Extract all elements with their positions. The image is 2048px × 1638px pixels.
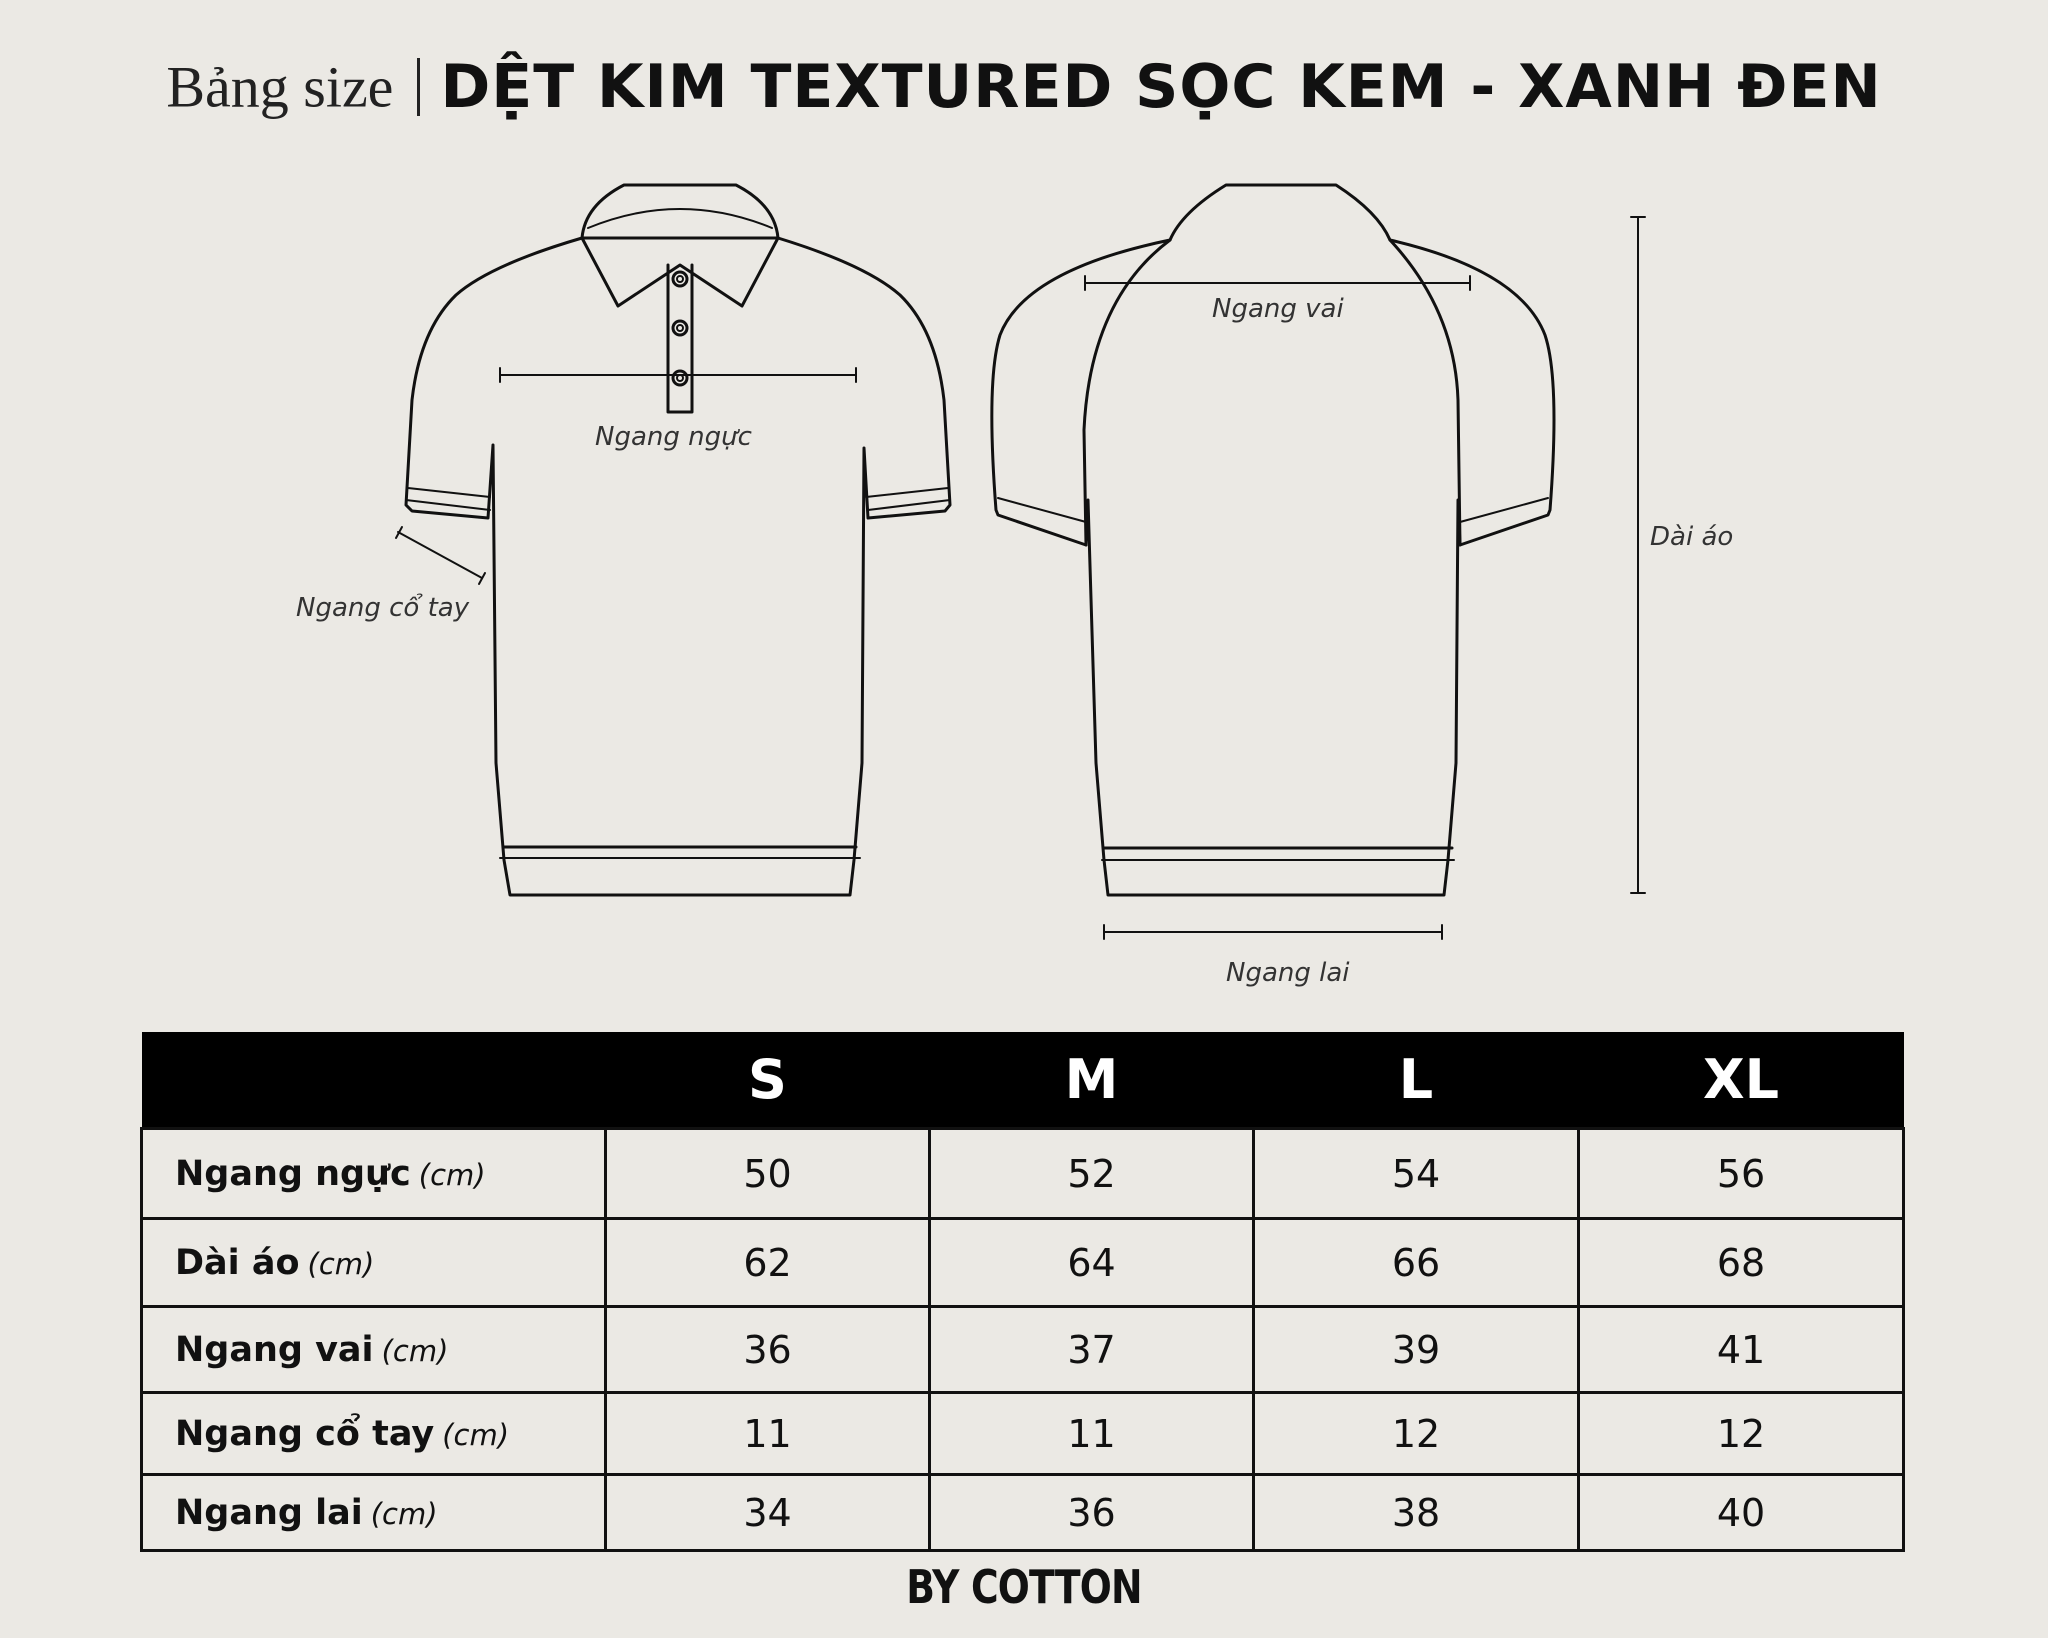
cell-value: 50 bbox=[606, 1129, 930, 1219]
header-size-m: M bbox=[930, 1032, 1254, 1129]
cell-value: 62 bbox=[606, 1219, 930, 1307]
title-main: DỆT KIM TEXTURED SỌC KEM - XANH ĐEN bbox=[440, 52, 1882, 122]
cell-value: 12 bbox=[1254, 1393, 1579, 1475]
cell-value: 40 bbox=[1579, 1475, 1904, 1551]
header-size-xl: XL bbox=[1579, 1032, 1904, 1129]
cell-value: 36 bbox=[606, 1307, 930, 1393]
label-cuff: Ngang cổ tay bbox=[296, 593, 470, 623]
cell-value: 66 bbox=[1254, 1219, 1579, 1307]
cell-value: 54 bbox=[1254, 1129, 1579, 1219]
row-label: Ngang vai (cm) bbox=[142, 1307, 606, 1393]
cell-value: 37 bbox=[930, 1307, 1254, 1393]
cell-value: 38 bbox=[1254, 1475, 1579, 1551]
cell-value: 11 bbox=[930, 1393, 1254, 1475]
label-chest: Ngang ngực bbox=[595, 422, 752, 452]
cell-value: 34 bbox=[606, 1475, 930, 1551]
table-row bbox=[142, 1307, 1904, 1393]
row-label: Ngang lai (cm) bbox=[142, 1475, 606, 1551]
header-blank bbox=[142, 1032, 606, 1129]
cell-value: 68 bbox=[1579, 1219, 1904, 1307]
cell-value: 64 bbox=[930, 1219, 1254, 1307]
front-shirt-sketch bbox=[396, 185, 950, 895]
brand-logo: BY COTTON bbox=[906, 1560, 1142, 1614]
cell-value: 39 bbox=[1254, 1307, 1579, 1393]
table-row bbox=[142, 1219, 1904, 1307]
row-label: Dài áo (cm) bbox=[142, 1219, 606, 1307]
size-table bbox=[140, 1032, 1905, 1552]
table-row bbox=[142, 1393, 1904, 1475]
cell-value: 56 bbox=[1579, 1129, 1904, 1219]
row-label: Ngang cổ tay (cm) bbox=[142, 1393, 606, 1475]
table-row bbox=[142, 1129, 1904, 1219]
cell-value: 11 bbox=[606, 1393, 930, 1475]
header-size-s: S bbox=[606, 1032, 930, 1129]
label-hem: Ngang lai bbox=[1226, 958, 1350, 988]
title-lead: Bảng size bbox=[166, 54, 394, 120]
cell-value: 36 bbox=[930, 1475, 1254, 1551]
cell-value: 12 bbox=[1579, 1393, 1904, 1475]
label-length: Dài áo bbox=[1650, 522, 1734, 552]
cell-value: 41 bbox=[1579, 1307, 1904, 1393]
size-header-row bbox=[142, 1032, 1904, 1129]
row-label: Ngang ngực (cm) bbox=[142, 1129, 606, 1219]
cell-value: 52 bbox=[930, 1129, 1254, 1219]
header-size-l: L bbox=[1254, 1032, 1579, 1129]
table-row bbox=[142, 1475, 1904, 1551]
label-shoulder: Ngang vai bbox=[1212, 294, 1344, 324]
